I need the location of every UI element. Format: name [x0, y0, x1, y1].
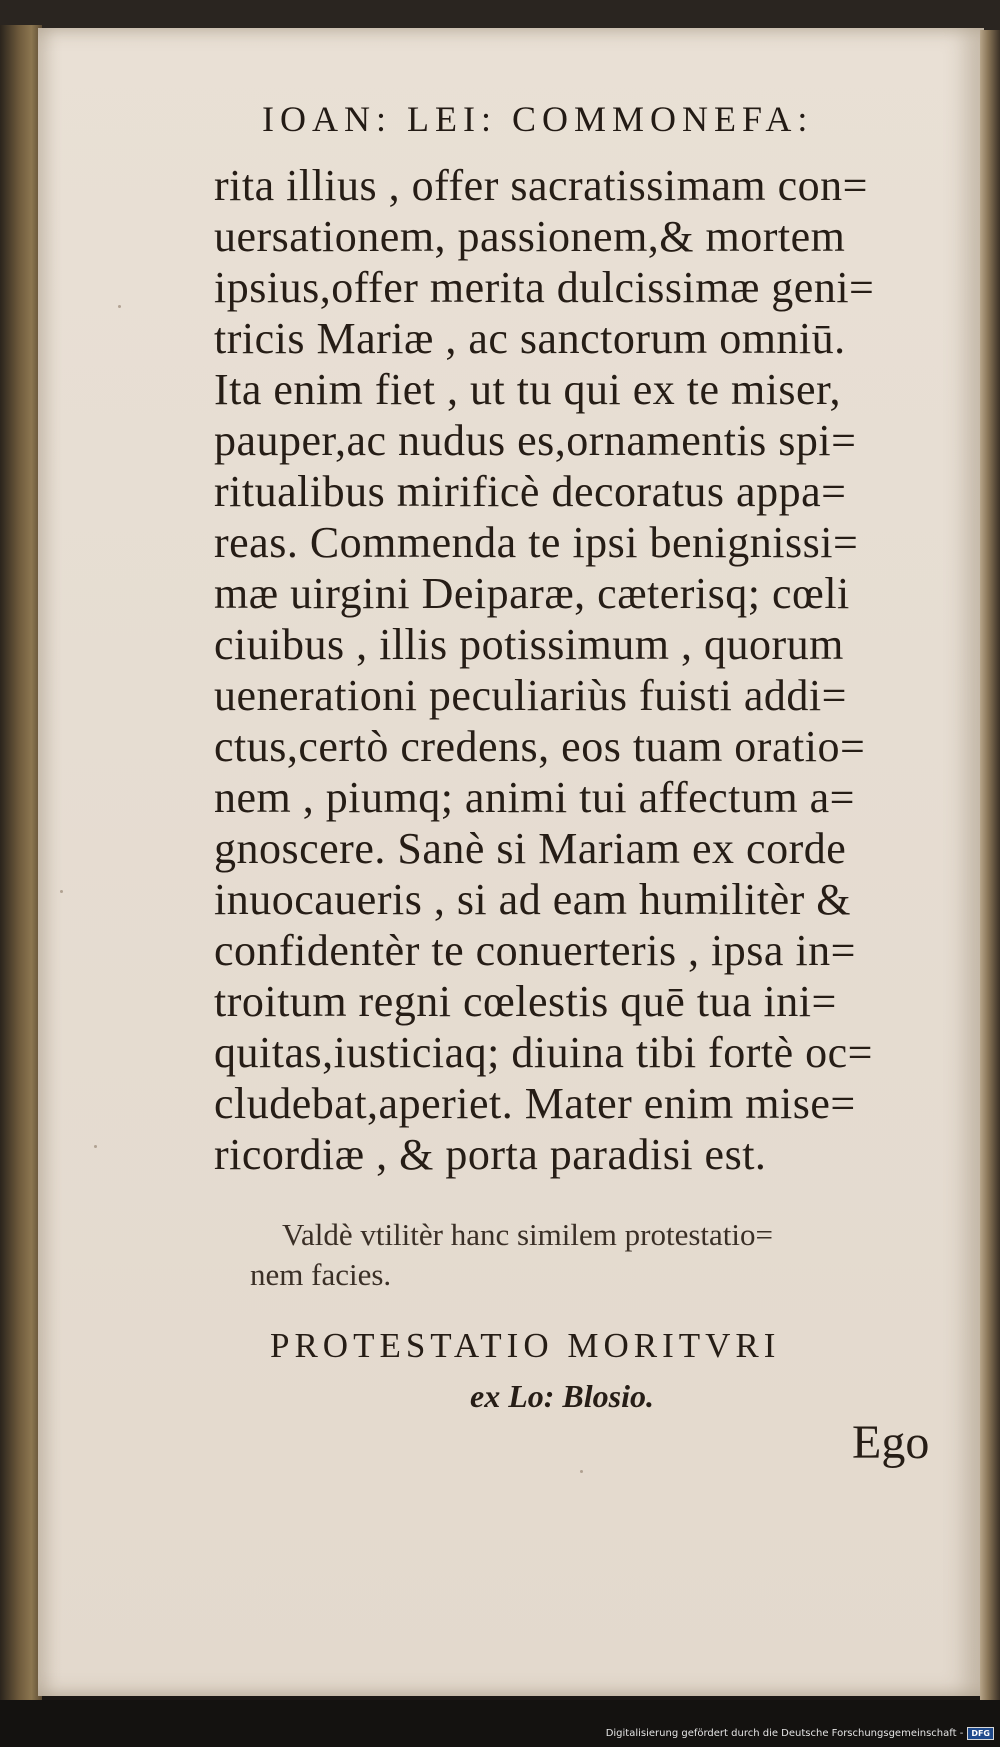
note-line: nem facies. — [250, 1257, 392, 1292]
credit-text: Digitalisierung gefördert durch die Deutsche Forschungsgemeinschaft - — [605, 1728, 964, 1739]
text-line: uersationem, passionem,& mortem — [214, 212, 846, 261]
catchword: Ego — [852, 1416, 930, 1469]
text-line: ctus,certò credens, eos tuam oratio= — [214, 722, 866, 771]
running-title: IOAN: LEI: COMMONEFA: — [262, 99, 814, 139]
page-fore-edge — [980, 30, 1000, 1700]
text-line: troitum regni cœlestis quē tua ini= — [214, 977, 837, 1026]
text-line: quitas,iusticiaq; diuina tibi fortè oc= — [214, 1028, 873, 1077]
main-text-block — [214, 160, 944, 1180]
text-line: tricis Mariæ , ac sanctorum omniū. — [214, 314, 846, 363]
text-line: uenerationi peculiariùs fuisti addi= — [214, 671, 847, 720]
dfg-logo: DFG — [967, 1727, 994, 1740]
text-line: gnoscere. Sanè si Mariam ex corde — [214, 824, 847, 873]
text-line: ipsius,offer merita dulcissimæ geni= — [214, 263, 875, 312]
text-line: ritualibus mirificè decoratus appa= — [214, 467, 847, 516]
text-line: cludebat,aperiet. Mater enim mise= — [214, 1079, 856, 1128]
paper-speck — [580, 1470, 583, 1473]
section-heading: PROTESTATIO MORITVRI — [270, 1326, 781, 1365]
scan-top-border — [0, 0, 1000, 30]
text-line: reas. Commenda te ipsi benignissi= — [214, 518, 859, 567]
digitization-credit — [606, 1727, 994, 1740]
text-line: nem , piumq; animi tui affectum a= — [214, 773, 855, 822]
text-line: confidentèr te conuerteris , ipsa in= — [214, 926, 856, 975]
text-line: ciuibus , illis potissimum , quorum — [214, 620, 844, 669]
text-line: Ita enim fiet , ut tu qui ex te miser, — [214, 365, 841, 414]
text-line: pauper,ac nudus es,ornamentis spi= — [214, 416, 857, 465]
paper-speck — [94, 1145, 97, 1148]
instruction-note — [250, 1215, 962, 1295]
text-line: inuocaueris , si ad eam humilitèr & — [214, 875, 852, 924]
note-line: Valdè vtilitèr hanc similem protestatio= — [282, 1217, 773, 1252]
section-source: ex Lo: Blosio. — [470, 1378, 654, 1414]
text-line: mæ uirgini Deiparæ, cæterisq; cœli — [214, 569, 850, 618]
text-line: rita illius , offer sacratissimam con= — [214, 161, 868, 210]
paper-speck — [118, 305, 121, 308]
book-spine-edge — [0, 25, 42, 1705]
paper-speck — [60, 890, 63, 893]
text-line: ricordiæ , & porta paradisi est. — [214, 1130, 767, 1179]
